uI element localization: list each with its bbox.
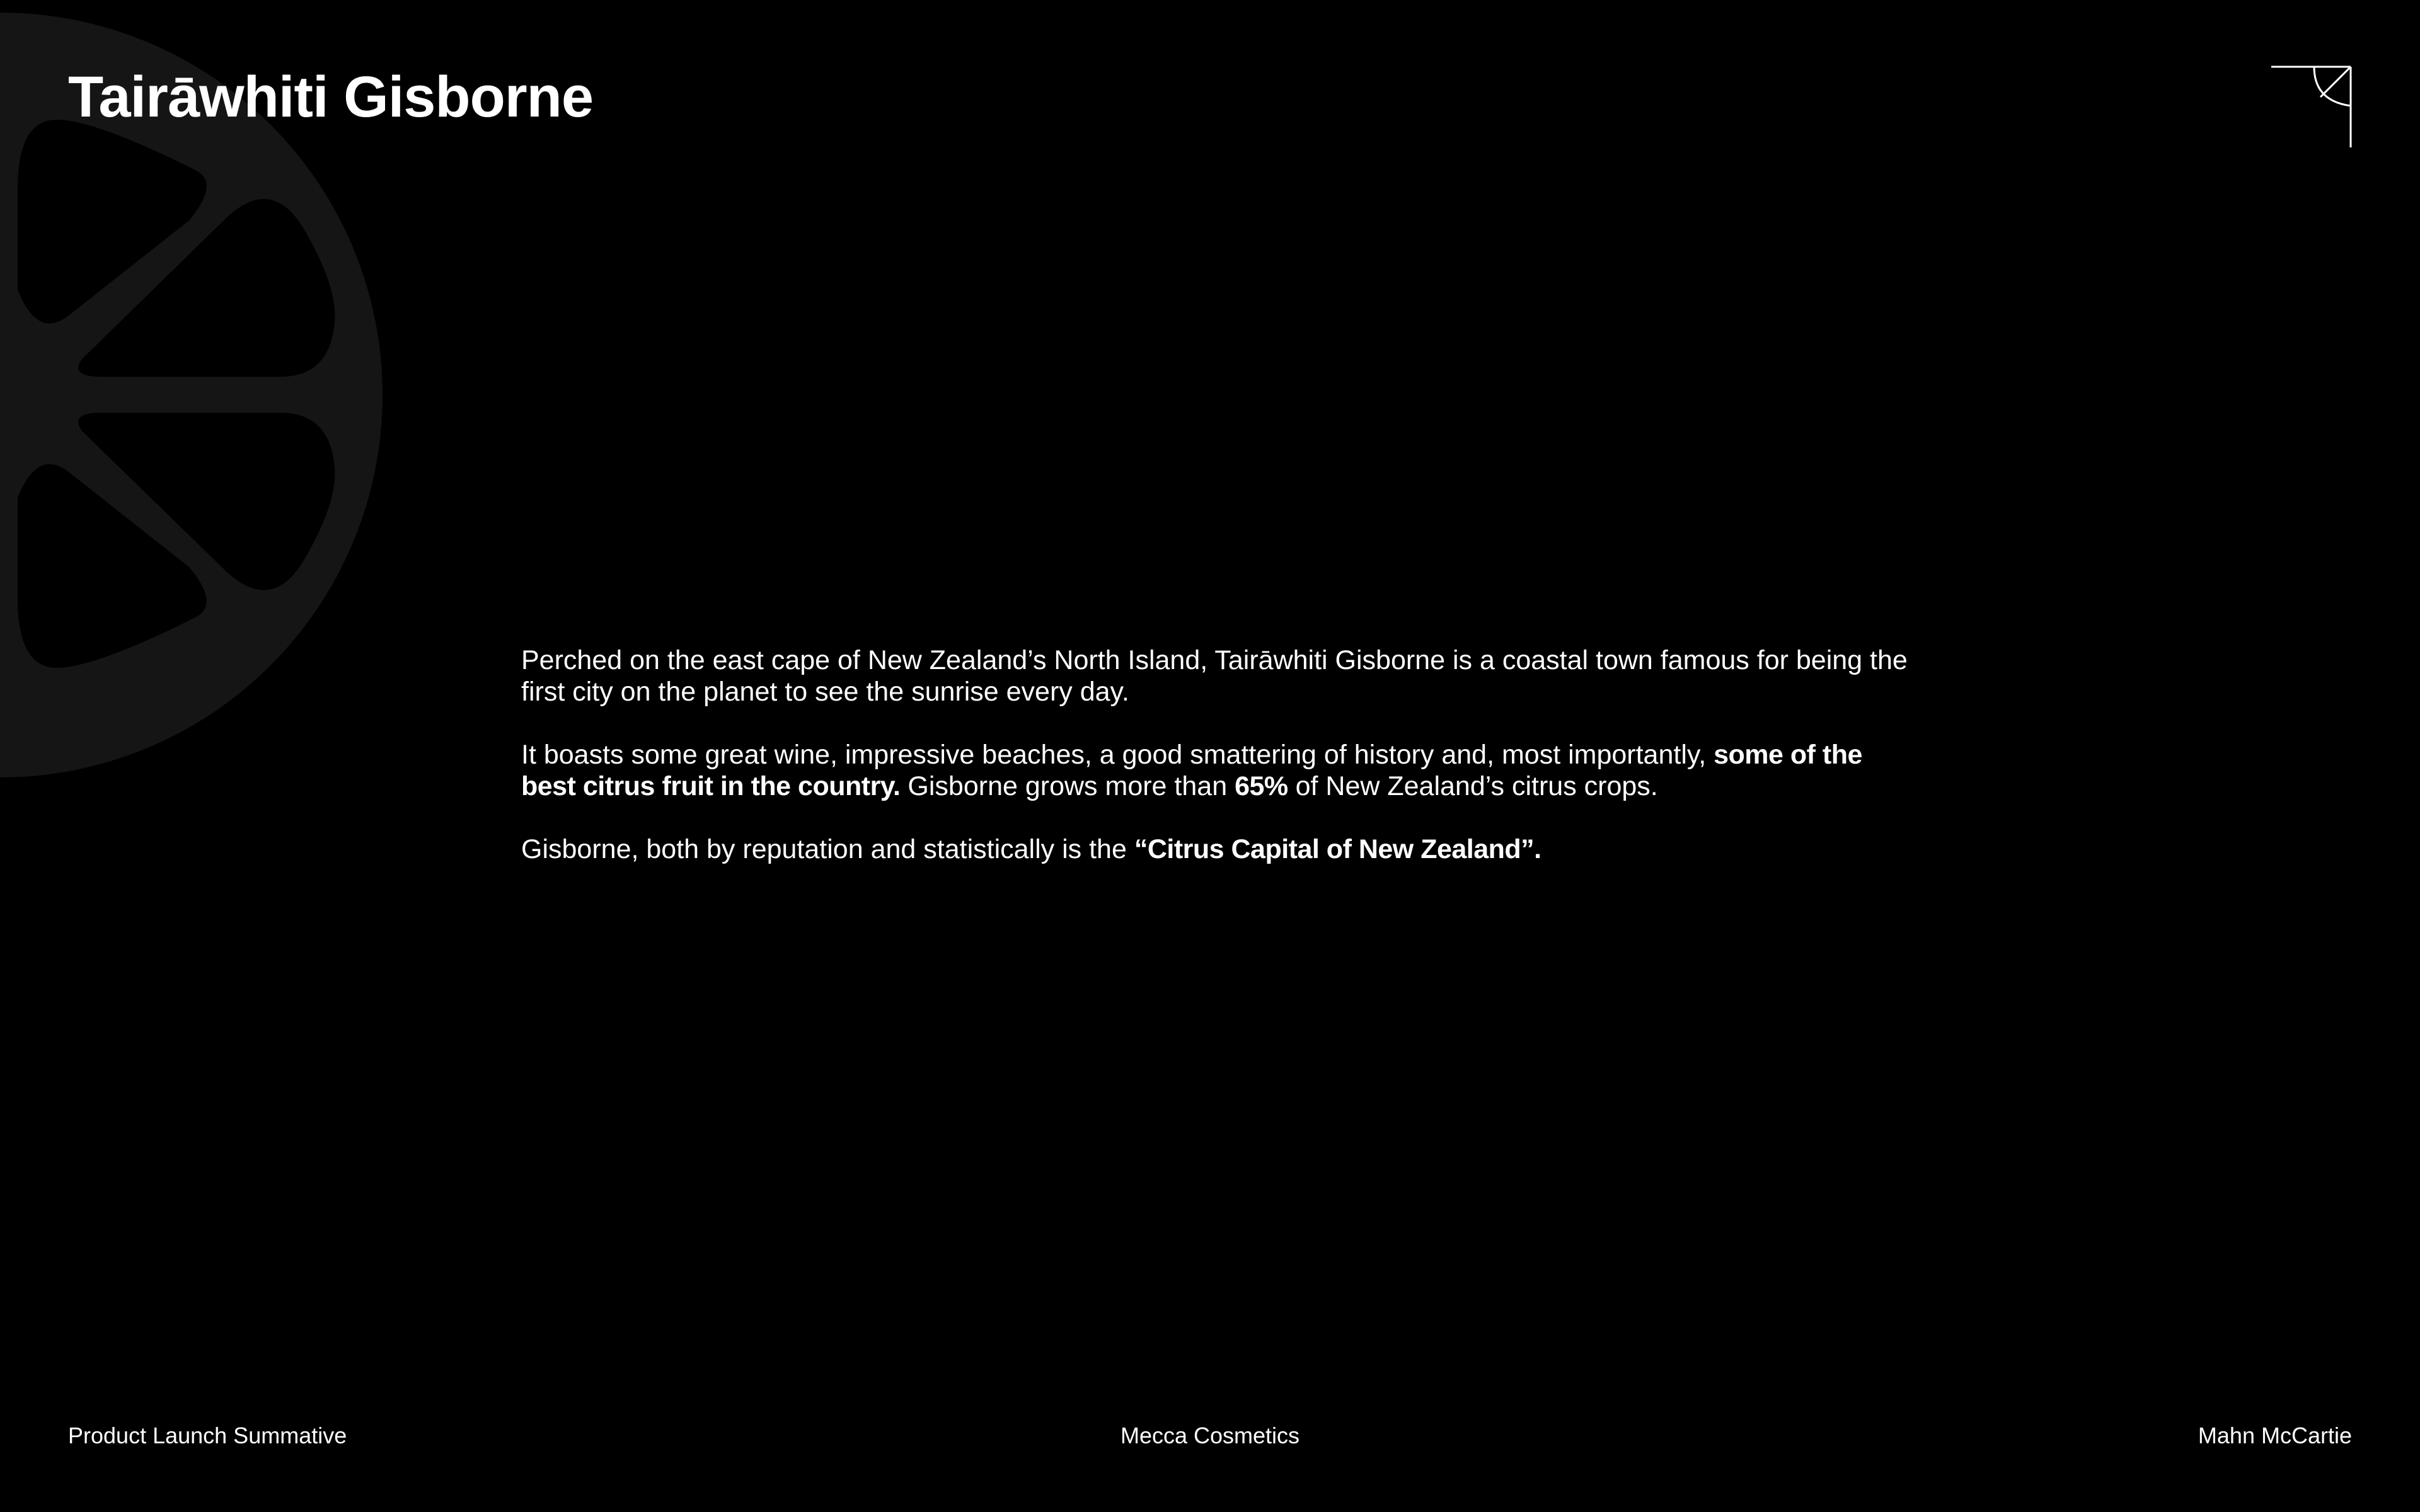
paragraph-intro bbox=[521, 644, 1908, 707]
body-text bbox=[521, 644, 1908, 896]
paragraph-capital-text: Gisborne, both by reputation and statistically is the bbox=[521, 834, 1134, 864]
paragraph-intro-text: Perched on the east cape of New Zealand’s North Island, Tairāwhiti Gisborne is a coastal town famous for being the first city on the planet to see the sunrise every day. bbox=[521, 645, 1908, 707]
footer-author: Mahn McCartie bbox=[2198, 1423, 2352, 1448]
footer-course: Product Launch Summative bbox=[68, 1423, 347, 1448]
paragraph-highlights-text-1: It boasts some great wine, impressive beaches, a good smattering of history and, most importantly, bbox=[521, 740, 1714, 770]
paragraph-highlights-text-3: of New Zealand’s citrus crops. bbox=[1288, 771, 1658, 801]
page-title: Tairāwhiti Gisborne bbox=[68, 65, 593, 129]
paragraph-capital bbox=[521, 833, 1908, 865]
citrus-capital-quote: “Citrus Capital of New Zealand”. bbox=[1134, 834, 1541, 864]
citrus-percentage: 65% bbox=[1235, 771, 1288, 801]
footer-brand: Mecca Cosmetics bbox=[1120, 1423, 1300, 1448]
citrus-highlight: some of the best citrus fruit in the country. bbox=[521, 740, 1862, 801]
paragraph-highlights-text-2: Gisborne grows more than bbox=[900, 771, 1235, 801]
corner-mark-icon bbox=[2269, 64, 2354, 150]
paragraph-highlights bbox=[521, 739, 1908, 802]
